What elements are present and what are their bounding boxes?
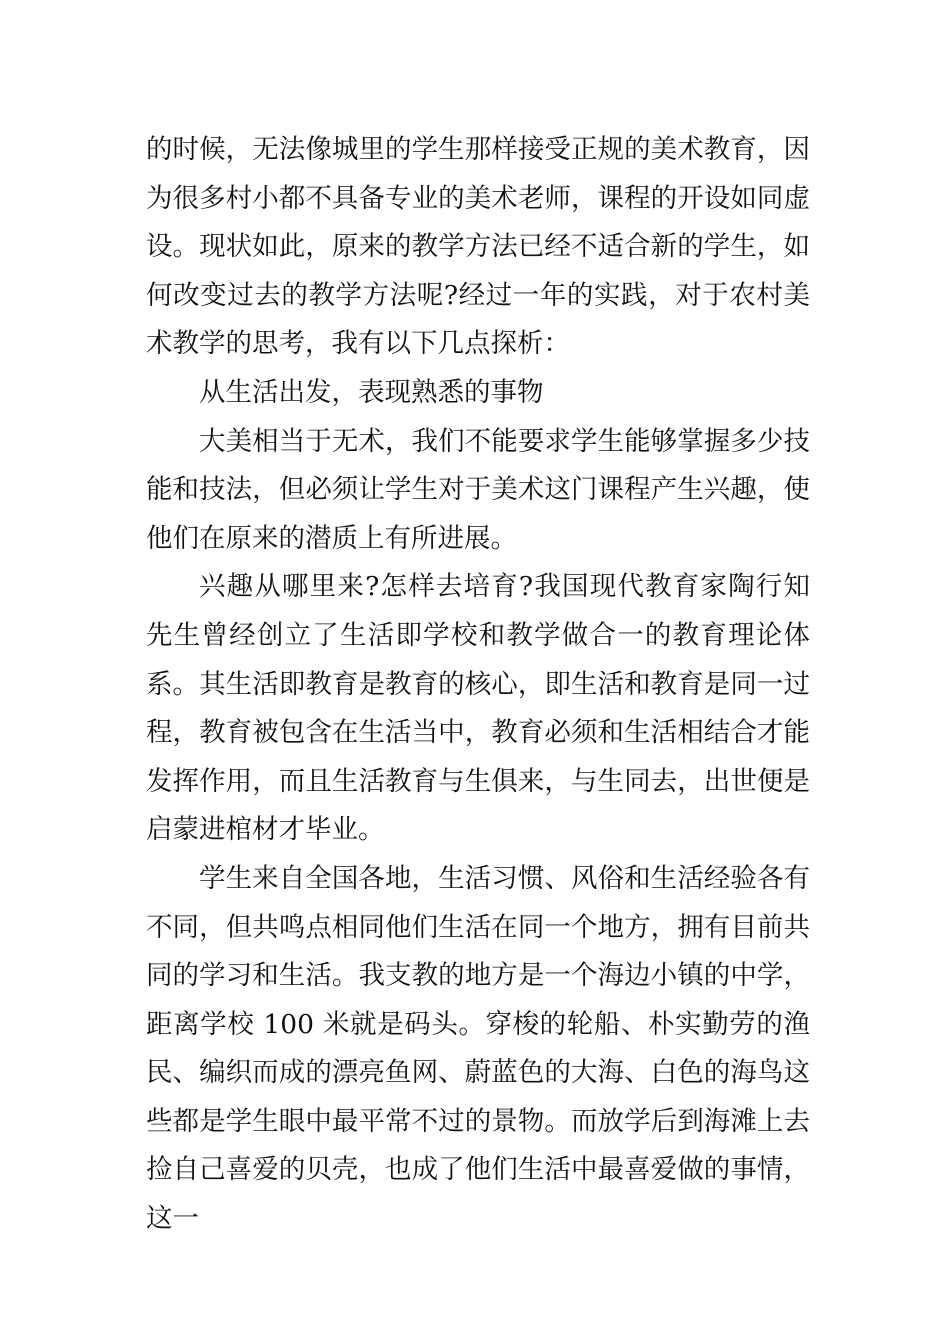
paragraph-students-life: 学生来自全国各地，生活习惯、风俗和生活经验各有不同，但共鸣点相同他们生活在同一个地方，拥有目前共同的学习和生活。我支教的地方是一个海边小镇的中学，距离学校 100 米就是码头。穿梭的轮船、朴实勤劳的渔民、编织而成的漂亮鱼网、蔚蓝色的大海、白色的海鸟这些都是学生眼中最平常不过的景物。而放学后到海滩上去捡自己喜爱的贝壳，也成了他们生活中最喜爱做的事情，这一 xyxy=(146,862,810,1235)
body-text xyxy=(146,126,810,1244)
paragraph-continuation: 的时候，无法像城里的学生那样接受正规的美术教育，因为很多村小都不具备专业的美术老师，课程的开设如同虚设。现状如此，原来的教学方法已经不适合新的学生，如何改变过去的教学方法呢?经过一年的实践，对于农村美术教学的思考，我有以下几点探析： xyxy=(146,134,810,360)
paragraph-interest: 大美相当于无术，我们不能要求学生能够掌握多少技能和技法，但必须让学生对于美术这门课程产生兴趣，使他们在原来的潜质上有所进展。 xyxy=(146,425,810,554)
paragraph-tao-xingzhi: 兴趣从哪里来?怎样去培育?我国现代教育家陶行知先生曾经创立了生活即学校和教学做合一的教育理论体系。其生活即教育是教育的核心，即生活和教育是同一过程，教育被包含在生活当中，教育必须和生活相结合才能发挥作用，而且生活教育与生俱来，与生同去，出世便是启蒙进棺材才毕业。 xyxy=(146,571,810,846)
section-heading: 从生活出发，表现熟悉的事物 xyxy=(199,376,544,408)
